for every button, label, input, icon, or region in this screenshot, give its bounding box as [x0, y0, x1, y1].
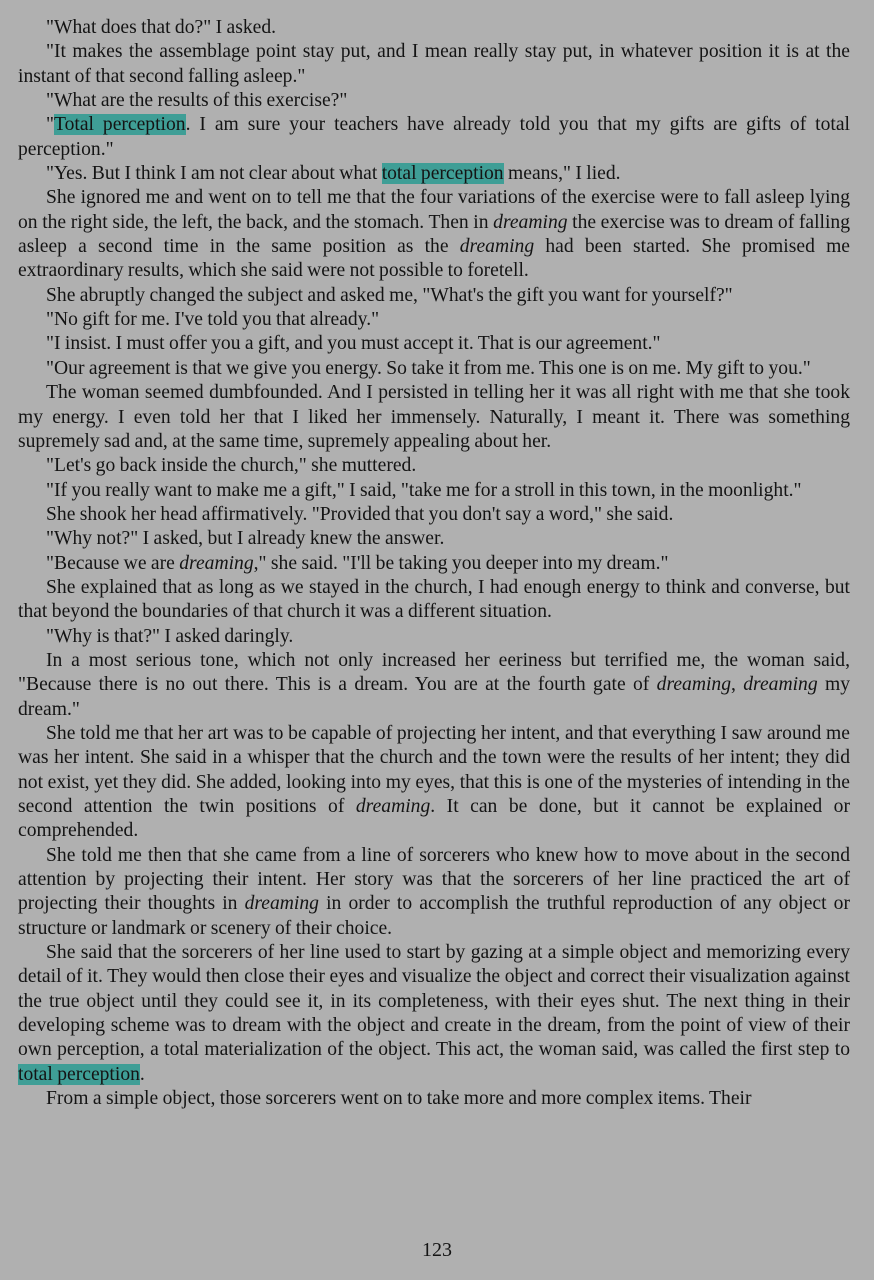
text-segment: , [731, 674, 744, 696]
text-segment: She shook her head affirmatively. "Provided that you don't say a word," she said. [46, 503, 674, 525]
text-segment: ," she said. "I'll be taking you deeper into my dream." [253, 552, 669, 574]
paragraph [18, 576, 850, 625]
paragraph [18, 332, 850, 356]
paragraph [18, 454, 850, 478]
text-segment: She told me that her art was to be capable of projecting her intent, and that everything I saw around me was her intent. She said in a whisper that the church and the town were the results of her intent; they did not exist, yet they did. She added, looking into my eyes, that this is one of the mysteries of intending in the second attention the twin positions of [18, 722, 850, 817]
italic-word: dreaming [493, 211, 568, 233]
italic-word: dreaming [244, 893, 319, 915]
text-segment: the exercise was to dream of falling asleep a second time in the same position as the [18, 211, 851, 258]
text-segment: She explained that as long as we stayed in the church, I had enough energy to think and converse, but that beyond the boundaries of that church it was a different situation. [18, 576, 850, 623]
highlighted-phrase: total perception [381, 163, 504, 185]
paragraph [18, 186, 850, 283]
paragraph [18, 722, 850, 844]
text-segment: She told me then that she came from a line of sorcerers who knew how to move about in the second attention by projecting their intent. Her story was that the sorcerers of her line practiced the art of projecting their thoughts in [18, 844, 850, 915]
paragraph [18, 381, 850, 454]
paragraph [18, 1087, 850, 1111]
text-segment: "No gift for me. I've told you that already." [46, 309, 380, 331]
paragraph [18, 16, 850, 40]
text-segment: . [139, 1063, 145, 1085]
paragraph [18, 552, 850, 576]
text-segment: in order to accomplish the truthful reproduction of any object or structure or landmark or scenery of their choice. [18, 893, 850, 939]
paragraph [18, 308, 850, 332]
paragraph [18, 162, 850, 186]
paragraph [18, 503, 850, 527]
text-segment: "What are the results of this exercise?" [46, 90, 348, 112]
text-segment: "Why not?" I asked, but I already knew the answer. [46, 528, 445, 550]
italic-word: dreaming [656, 674, 732, 696]
book-page-text [18, 16, 850, 1111]
text-segment: " [46, 114, 54, 136]
paragraph [18, 844, 850, 941]
text-segment: . It can be done, but it cannot be explained or comprehended. [18, 796, 850, 842]
text-segment: "What does that do?" I asked. [46, 17, 277, 38]
text-segment: "It makes the assemblage point stay put, and I mean really stay put, in whatever position it is at the instant of that second falling asleep." [18, 41, 850, 87]
paragraph [18, 284, 850, 308]
text-segment: She ignored me and went on to tell me that the four variations of the exercise were to fall asleep lying on the right side, the left, the back, and the stomach. Then in [18, 187, 850, 233]
text-segment: She abruptly changed the subject and asked me, "What's the gift you want for yourself?" [46, 284, 733, 306]
highlighted-phrase: total perception [18, 1063, 140, 1085]
text-segment: . I am sure your teachers have already told you that my gifts are gifts of total perception." [18, 114, 850, 160]
text-segment: "Yes. But I think I am not clear about what [46, 163, 382, 185]
paragraph [18, 40, 850, 89]
text-segment: "Because we are [46, 552, 180, 574]
italic-word: dreaming [743, 674, 818, 696]
text-segment: From a simple object, those sorcerers went on to take more and more complex items. Their [46, 1088, 752, 1110]
italic-word: dreaming [179, 552, 254, 574]
page-number: 123 [422, 1239, 452, 1261]
paragraph [18, 357, 850, 381]
paragraph [18, 941, 850, 1087]
text-segment: "Let's go back inside the church," she muttered. [46, 455, 417, 477]
text-segment: means," I lied. [503, 163, 621, 185]
highlighted-phrase: Total perception [54, 114, 186, 136]
text-segment: "If you really want to make me a gift," I said, "take me for a stroll in this town, in the moonlight." [46, 479, 802, 501]
text-segment: She said that the sorcerers of her line used to start by gazing at a simple object and memorizing every detail of it. They would then close their eyes and visualize the object and correct their visualization against the true object until they could see it, in its completeness, with their eyes shut. The next thing in their developing scheme was to dream with the object and create in the dream, from the point of view of their own perception, a total materialization of the object. This act, the woman said, was called the first step to [18, 942, 850, 1061]
paragraph [18, 625, 850, 649]
paragraph [18, 89, 850, 113]
text-segment: had been started. She promised me extraordinary results, which she said were not possible to foretell. [18, 236, 851, 282]
text-segment: my dream." [18, 674, 850, 720]
text-segment: "I insist. I must offer you a gift, and you must accept it. That is our agreement." [46, 333, 661, 355]
italic-word: dreaming [459, 236, 535, 258]
text-segment: In a most serious tone, which not only increased her eeriness but terrified me, the woman said, "Because there is no out there. This is a dream. You are at the fourth gate of [18, 649, 850, 696]
italic-word: dreaming [355, 796, 431, 817]
paragraph [18, 527, 850, 551]
paragraph [18, 113, 850, 162]
paragraph [18, 479, 850, 503]
text-segment: The woman seemed dumbfounded. And I persisted in telling her it was all right with me that she took my energy. I even told her that I liked her immensely. Naturally, I meant it. There was something supremely sad and, at the same time, supremely appealing about her. [18, 382, 850, 452]
text-segment: "Our agreement is that we give you energy. So take it from me. This one is on me. My gift to you." [46, 357, 811, 379]
paragraph [18, 649, 850, 722]
text-segment: "Why is that?" I asked daringly. [46, 625, 294, 647]
